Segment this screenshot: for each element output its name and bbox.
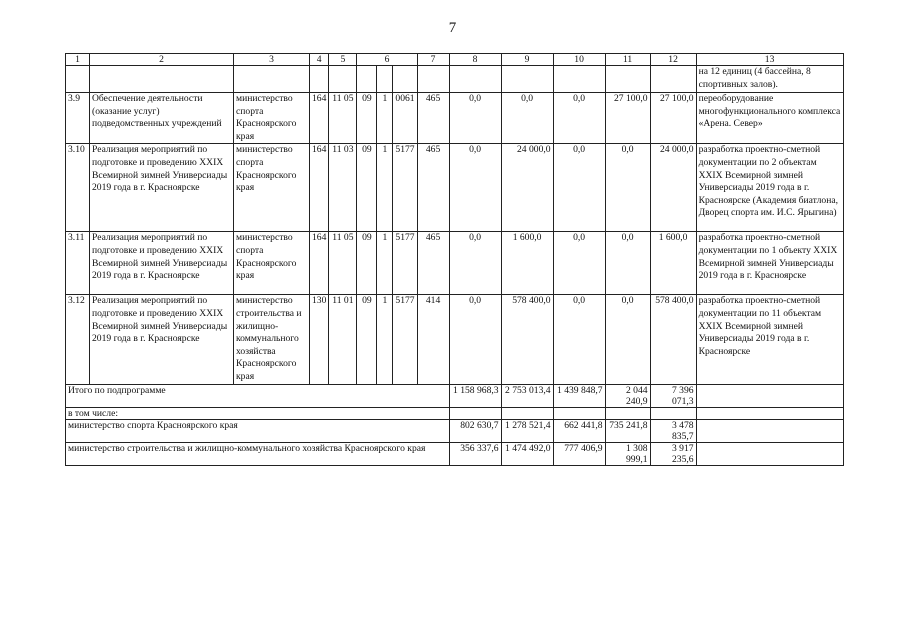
result-cell: разработка проектно-сметной документации по 11 объектам XXIX Всемирной зимней Универсиады 2019 года в г. Красноярске [696,295,843,384]
summary-row [66,442,844,465]
header-cell: 12 [650,54,696,66]
row-number: 3.10 [66,144,90,232]
rzpr-cell: 11 05 [329,232,357,295]
summary-label: в том числе: [66,407,450,419]
value-cell: 27 100,0 [605,93,650,144]
cs-cell: 09 [357,144,377,232]
value-cell: 0,0 [553,295,605,384]
row-number: 3.11 [66,232,90,295]
cs-cell: 1 [377,232,393,295]
total-cell: 578 400,0 [650,295,696,384]
cs-cell: 5177 [393,144,417,232]
ministry-cell: министерство спорта Красноярского края [234,93,310,144]
value-cell [553,407,605,419]
total-cell: 7 396 071,3 [650,384,696,407]
header-cell: 5 [329,54,357,66]
summary-row [66,384,844,407]
header-row [66,54,844,66]
budget-table [65,53,844,466]
header-cell: 4 [310,54,329,66]
value-cell: 0,0 [501,93,553,144]
value-cell: 735 241,8 [605,419,650,442]
header-cell: 7 [417,54,449,66]
row-number: 3.9 [66,93,90,144]
value-cell: 0,0 [605,232,650,295]
summary-label: министерство строительства и жилищно-коммунального хозяйства Красноярского края [66,442,450,465]
value-cell: 0,0 [605,144,650,232]
value-cell: 1 474 492,0 [501,442,553,465]
value-cell: 662 441,8 [553,419,605,442]
table-row [66,144,844,232]
cs-cell: 5177 [393,232,417,295]
total-cell [650,407,696,419]
cs-cell: 1 [377,144,393,232]
cs-cell: 0061 [393,93,417,144]
header-cell: 8 [449,54,501,66]
grbs-cell: 164 [310,144,329,232]
result-cell: на 12 единиц (4 бассейна, 8 спортивных залов). [696,66,843,93]
table-row [66,295,844,384]
value-cell: 2 044 240,9 [605,384,650,407]
value-cell: 0,0 [553,232,605,295]
header-cell: 13 [696,54,843,66]
header-cell: 2 [90,54,234,66]
cs-cell: 09 [357,93,377,144]
value-cell: 1 278 521,4 [501,419,553,442]
ministry-cell: министерство спорта Красноярского края [234,144,310,232]
value-cell: 0,0 [449,232,501,295]
grbs-cell: 130 [310,295,329,384]
result-cell: разработка проектно-сметной документации по 2 объектам XXIX Всемирной зимней Универсиады 2019 года в г. Красноярске (Академия биатлона, Дворец спорта им. И.С. Ярыгина) [696,144,843,232]
value-cell [605,407,650,419]
row-number: 3.12 [66,295,90,384]
summary-row [66,419,844,442]
total-cell: 3 917 235,6 [650,442,696,465]
ministry-cell: министерство спорта Красноярского края [234,232,310,295]
cs-cell: 09 [357,232,377,295]
measure-name: Реализация мероприятий по подготовке и проведению XXIX Всемирной зимней Универсиады 2019 года в г. Красноярске [90,144,234,232]
value-cell: 0,0 [449,93,501,144]
cs-cell: 1 [377,295,393,384]
total-cell: 24 000,0 [650,144,696,232]
vr-cell: 465 [417,232,449,295]
header-cell: 3 [234,54,310,66]
value-cell: 356 337,6 [449,442,501,465]
ministry-cell: министерство строительства и жилищно-коммунального хозяйства Красноярского края [234,295,310,384]
measure-name: Реализация мероприятий по подготовке и проведению XXIX Всемирной зимней Универсиады 2019 года в г. Красноярске [90,232,234,295]
vr-cell: 465 [417,144,449,232]
summary-label: министерство спорта Красноярского края [66,419,450,442]
value-cell: 2 753 013,4 [501,384,553,407]
value-cell: 578 400,0 [501,295,553,384]
value-cell: 802 630,7 [449,419,501,442]
vr-cell: 465 [417,93,449,144]
value-cell: 0,0 [553,93,605,144]
value-cell: 24 000,0 [501,144,553,232]
value-cell: 1 158 968,3 [449,384,501,407]
value-cell: 0,0 [553,144,605,232]
vr-cell: 414 [417,295,449,384]
header-cell: 9 [501,54,553,66]
value-cell: 777 406,9 [553,442,605,465]
cs-cell: 1 [377,93,393,144]
measure-name: Реализация мероприятий по подготовке и проведению XXIX Всемирной зимней Универсиады 2019 года в г. Красноярске [90,295,234,384]
header-cell: 1 [66,54,90,66]
header-cell: 11 [605,54,650,66]
cs-cell: 5177 [393,295,417,384]
table-row [66,93,844,144]
value-cell: 0,0 [449,144,501,232]
total-cell: 3 478 835,7 [650,419,696,442]
table-row [66,66,844,93]
cs-cell: 09 [357,295,377,384]
total-cell: 27 100,0 [650,93,696,144]
result-cell: переоборудование многофункционального комплекса «Арена. Север» [696,93,843,144]
value-cell: 1 439 848,7 [553,384,605,407]
value-cell: 0,0 [449,295,501,384]
rzpr-cell: 11 01 [329,295,357,384]
value-cell: 1 308 999,1 [605,442,650,465]
rzpr-cell: 11 03 [329,144,357,232]
value-cell: 0,0 [605,295,650,384]
total-cell: 1 600,0 [650,232,696,295]
measure-name: Обеспечение деятельности (оказание услуг) подведомственных учреждений [90,93,234,144]
result-cell: разработка проектно-сметной документации по 1 объекту XXIX Всемирной зимней Универсиады 2019 года в г. Красноярске [696,232,843,295]
value-cell [501,407,553,419]
summary-label: Итого по подпрограмме [66,384,450,407]
header-cell: 10 [553,54,605,66]
grbs-cell: 164 [310,93,329,144]
value-cell [449,407,501,419]
value-cell: 1 600,0 [501,232,553,295]
table-row [66,232,844,295]
page-number: 7 [448,20,457,36]
rzpr-cell: 11 05 [329,93,357,144]
summary-row [66,407,844,419]
grbs-cell: 164 [310,232,329,295]
header-cell: 6 [357,54,417,66]
